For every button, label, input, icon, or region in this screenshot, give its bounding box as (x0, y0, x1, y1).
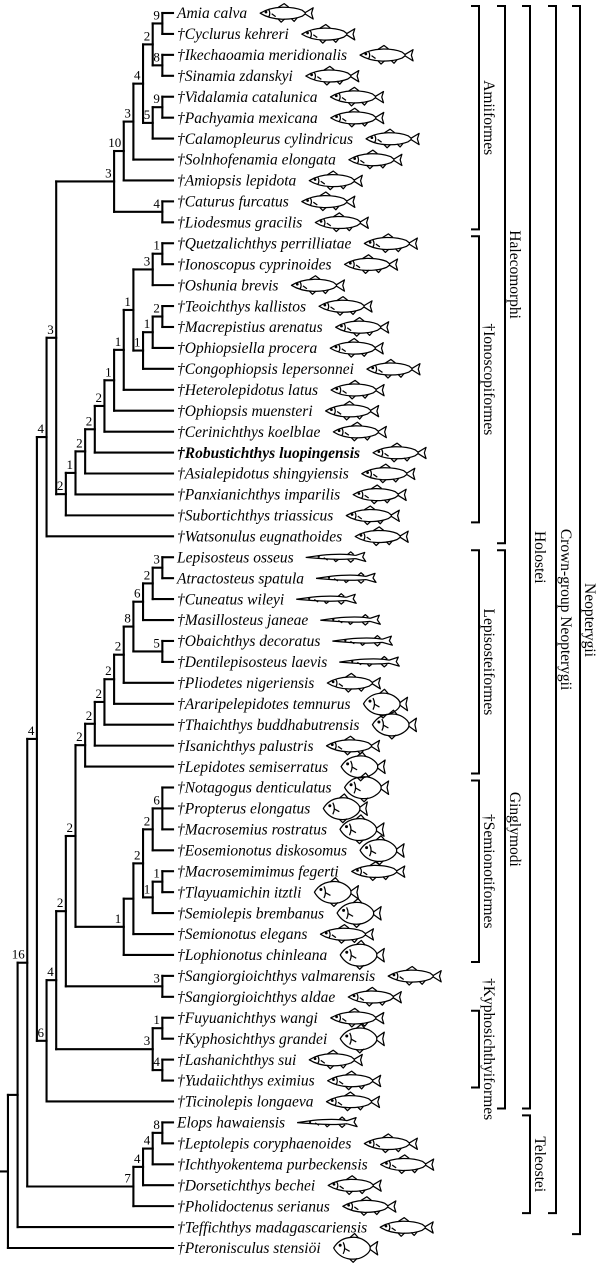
taxon-label: †Thaichthys buddhabutrensis (177, 716, 360, 734)
support-value: 1 (114, 333, 122, 349)
support-value: 2 (134, 847, 141, 863)
taxon-label: †Lashanichthys sui (177, 1051, 297, 1069)
clade-label: Crown-group Neopterygii (557, 528, 574, 691)
support-value: 9 (153, 7, 160, 23)
support-value: 5 (143, 106, 151, 122)
taxon-label: †Congophiopsis lepersonnei (177, 361, 354, 379)
taxon-label: †Masillosteus janeae (177, 612, 309, 630)
support-value: 4 (37, 421, 45, 437)
clade-label: Ginglymodi (506, 791, 523, 867)
support-value: 1 (134, 334, 141, 350)
taxon-label: †Asialepidotus shingyiensis (177, 465, 349, 483)
support-value: 4 (143, 1132, 151, 1148)
taxon-label: †Semiolepis brembanus (177, 905, 325, 923)
support-value: 2 (105, 663, 112, 679)
taxon-label: †Calamopleurus cylindricus (177, 130, 354, 148)
taxon-label: †Sangiorgioichthys aldae (177, 989, 336, 1007)
support-value: 1 (105, 364, 112, 380)
clade-label: Teleostei (531, 1136, 548, 1193)
support-value: 3 (47, 321, 54, 337)
taxon-label: †Cyclurus kehreri (177, 26, 289, 44)
taxon-label: †Cerinichthys koelblae (177, 423, 321, 441)
taxon-label: †Isanichthys palustris (177, 737, 314, 755)
taxon-label: †Pteronisculus stensiöi (177, 1240, 321, 1258)
taxon-label: †Pliodetes nigeriensis (177, 675, 315, 693)
taxon-label: †Liodesmus gracilis (177, 214, 303, 232)
taxon-label: †Teffichthys madagascariensis (177, 1219, 368, 1237)
support-value: 3 (153, 970, 160, 986)
clade-label: †Ionoscopiformes (480, 323, 497, 436)
taxon-label: †Macrepistius arenatus (177, 319, 323, 337)
taxon-label: †Watsonulus eugnathoides (177, 528, 343, 546)
support-value: 9 (153, 91, 160, 107)
taxon-label: †Fuyuanichthys wangi (177, 1009, 318, 1027)
support-value: 1 (124, 293, 131, 309)
clade-label: Lepisosteiformes (480, 608, 497, 716)
taxon-label: †Cuneatus wileyi (177, 591, 285, 609)
taxon-label: Atractosteus spatula (177, 570, 305, 588)
support-value: 4 (153, 1054, 160, 1070)
taxon-label: †Leptolepis coryphaenoides (177, 1135, 352, 1153)
support-value: 2 (85, 707, 93, 723)
taxon-label: †Semionotus elegans (177, 926, 308, 944)
taxon-label: †Amiopsis lepidota (177, 172, 297, 190)
support-value: 3 (143, 253, 151, 269)
taxon-label: †Obaichthys decoratus (177, 633, 321, 651)
taxon-label: †Kyphosichthys grandei (177, 1030, 328, 1048)
taxon-label: †Propterus elongatus (177, 800, 311, 818)
support-value: 8 (153, 49, 160, 65)
taxon-label: †Pachyamia mexicana (177, 109, 318, 127)
taxon-label: †Panxianichthys imparilis (177, 486, 341, 504)
support-value: 6 (153, 792, 160, 808)
support-value: 1 (114, 910, 122, 926)
support-value: 3 (105, 165, 112, 181)
support-value: 7 (124, 1170, 131, 1186)
support-value: 2 (66, 819, 73, 835)
taxon-label: †Eosemionotus diskosomus (177, 842, 348, 860)
support-value: 1 (143, 316, 151, 332)
support-value: 1 (153, 865, 160, 881)
support-value: 2 (95, 389, 102, 405)
clade-label: Amiiformes (480, 80, 497, 156)
support-value: 5 (153, 635, 160, 651)
taxon-label: Elops hawaiensis (177, 1114, 286, 1132)
support-value: 10 (108, 135, 122, 151)
support-value: 2 (153, 300, 160, 316)
support-value: 3 (153, 551, 160, 567)
taxon-label: †Tlayuamichin itztli (177, 884, 302, 902)
support-value: 8 (153, 1116, 160, 1132)
support-value: 4 (134, 1150, 141, 1166)
support-value: 8 (124, 610, 131, 626)
support-value: 1 (153, 237, 160, 253)
support-value: 2 (143, 813, 151, 829)
taxon-label: †Teoichthys kallistos (177, 298, 307, 316)
clade-label: Halecomorphi (506, 230, 523, 319)
taxon-label: †Pholidoctenus serianus (177, 1198, 330, 1216)
support-value: 2 (76, 435, 83, 451)
taxon-label: †Caturus furcatus (177, 193, 289, 211)
taxon-label: †Ichthyokentema purbeckensis (177, 1156, 368, 1174)
taxon-label: †Sangiorgioichthys valmarensis (177, 968, 376, 986)
taxon-label: †Lepidotes semiserratus (177, 758, 329, 776)
clade-label: Holostei (531, 530, 548, 584)
clade-label: Neopterygii (581, 583, 598, 658)
support-value: 16 (11, 946, 25, 962)
taxon-label: †Dorsetichthys bechei (177, 1177, 316, 1195)
taxon-label: †Macrosemimimus fegerti (177, 863, 339, 881)
support-value: 1 (66, 456, 73, 472)
clade-label: †Kyphosichthyiformes (480, 978, 497, 1121)
support-value: 3 (124, 105, 131, 121)
taxon-label: †Subortichthys triassicus (177, 507, 334, 525)
taxon-label: †Ionoscopus cyprinoides (177, 256, 332, 274)
support-value: 6 (134, 585, 141, 601)
support-value: 2 (56, 895, 64, 911)
support-value: 2 (76, 729, 83, 745)
taxon-label: †Macrosemius rostratus (177, 821, 327, 839)
clade-label: †Semionotiformes (480, 813, 497, 929)
support-value: 4 (134, 67, 141, 83)
taxon-label: Lepisosteus osseus (177, 549, 294, 567)
support-value: 2 (85, 413, 93, 429)
taxon-label: †Solnhofenamia elongata (177, 151, 336, 169)
support-value: 1 (153, 1012, 160, 1028)
taxon-label: †Oshunia brevis (177, 277, 279, 295)
support-value: 2 (56, 478, 64, 494)
support-value: 3 (143, 1033, 151, 1049)
taxon-label: †Sinamia zdanskyi (177, 67, 293, 85)
taxon-label: †Notagogus denticulatus (177, 779, 332, 797)
support-value: 4 (27, 722, 35, 738)
taxon-label: †Vidalamia catalunica (177, 88, 318, 106)
support-value: 4 (47, 964, 54, 980)
support-value: 2 (95, 685, 102, 701)
taxon-label: †Yudaiichthys eximius (177, 1072, 315, 1090)
taxon-label: †Araripelepidotes temnurus (177, 695, 351, 713)
taxon-label: †Dentilepisosteus laevis (177, 654, 328, 672)
support-value: 1 (143, 881, 151, 897)
taxon-label: †Ophiopsis muensteri (177, 402, 313, 420)
taxon-label: †Lophionotus chinleana (177, 947, 328, 965)
support-value: 2 (143, 28, 151, 44)
support-value: 4 (153, 195, 160, 211)
taxon-label: †Ophiopsiella procera (177, 340, 318, 358)
taxon-label: †Quetzalichthys perrilliatae (177, 235, 352, 253)
taxon-label: †Heterolepidotus latus (177, 381, 319, 399)
taxon-label: Amia calva (177, 5, 248, 23)
taxon-label: †Robustichthys luopingensis (177, 444, 361, 462)
support-value: 2 (143, 567, 151, 583)
taxon-label: †Ticinolepis longaeva (177, 1093, 314, 1111)
taxon-label: †Ikechaoamia meridionalis (177, 47, 348, 65)
support-value: 2 (114, 638, 122, 654)
support-value: 6 (37, 1024, 45, 1040)
